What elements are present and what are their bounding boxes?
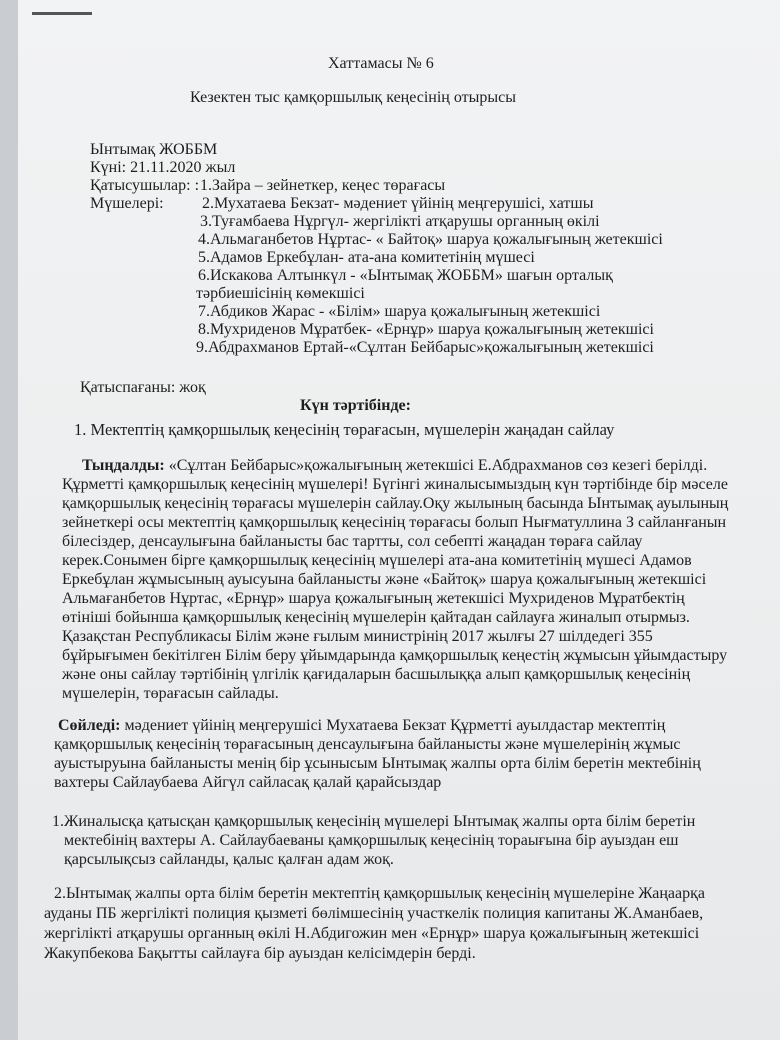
- participant-2: 2.Мухатаева Бекзат- мәдениет үйінің меңгерушісі, хатшы: [202, 195, 594, 212]
- document-page: [18, 0, 780, 1040]
- document-title: Хаттамасы № 6: [328, 55, 434, 72]
- listened-line-12: және оны сайлау тәртібінің үлгілік қағидаларын басшылыққа алып қамқоршылық кеңесінің: [62, 666, 691, 683]
- listened-line-8: Альмағанбетов Нұртас, «Ернұр» шаруа қожалығының жетекшісі Мухриденов Мұратбектің: [62, 590, 685, 607]
- listened-paragraph: [62, 456, 762, 716]
- participant-7: 7.Абдиков Жарас - «Білім» шаруа қожалығының жетекшісі: [198, 303, 601, 320]
- participant-3: 3.Туғамбаева Нұргүл- жергілікті атқарушы органның өкілі: [200, 213, 600, 230]
- listened-label: Тыңдалды:: [82, 457, 165, 474]
- decision-2-line-4: Жакупбекова Бақытты сайлауға бір ауыздан келісімдерін берді.: [44, 945, 476, 962]
- listened-line-6: керек.Сонымен бірге қамқоршылық кеңесінің мүшелері ата-ана комитетінің мүшесі Адамов: [62, 552, 692, 569]
- decision-2-line-1: 2.Ынтымақ жалпы орта білім беретін мектептің қамқоршылық кеңесінің мүшелеріне Жаңаарқа: [54, 885, 705, 902]
- listened-line-3: қамқоршылық кеңесінің төрағасы мүшелерін сайлау.Оқу жылының басында Ынтымақ ауылының: [62, 495, 729, 512]
- decision-1-line-2: мектебінің вахтеры А. Сайлаубаеваны қамқоршылық кеңесінің тораығына бір ауыздан еш: [64, 832, 679, 849]
- spoke-line-2: қамқоршылық кеңесінің төрағасының денсаулығына байланысты және мүшелерінің жұмыс: [54, 736, 681, 753]
- listened-line-13: мүшелерін, төрағасын сайлады.: [62, 685, 279, 702]
- participant-4: 4.Альмаганбетов Нұртас- « Байтоқ» шаруа қожалығының жетекшісі: [198, 231, 663, 248]
- spoke-paragraph: [54, 716, 754, 796]
- page-edge-mark: [32, 12, 92, 15]
- document-subtitle: Кезектен тыс қамқоршылық кеңесінің отырысы: [190, 89, 516, 106]
- spoke-label: Сөйледі:: [58, 717, 121, 734]
- listened-line-9: өтініші бойынша қамқоршылық кеңесінің мүшелерін қайтадан сайлауға жиналып отырмыз.: [62, 609, 690, 626]
- listened-line-10: Қазақстан Республикасы Білім және ғылым министрінің 2017 жылғы 27 шілдедегі 355: [62, 628, 653, 645]
- spoke-line-1: мәдениет үйінің меңгерушісі Мухатаева Бекзат Құрметті ауылдастар мектептің: [120, 717, 666, 734]
- listened-line-5: білесіздер, денсаулығына байланысты бас тартты, сол себепті жаңадан төраға сайлау: [62, 533, 643, 550]
- spoke-line-4: вахтеры Сайлаубаева Айгүл сайласақ қалай қарайсыздар: [54, 774, 442, 791]
- participant-1: 1.Зайра – зейнеткер, кеңес төрағасы: [200, 177, 446, 194]
- spoke-line-3: ауыстыруына байланысты менің бір ұсынысым Ынтымақ жалпы орта білім беретін мектебінің: [54, 755, 701, 772]
- absent-line: Қатыспағаны: жоқ: [80, 379, 206, 396]
- participant-8: 8.Мухриденов Мұратбек- «Ернұр» шаруа қожалығының жетекшісі: [198, 321, 654, 338]
- participant-5: 5.Адамов Еркебұлан- ата-ана комитетінің мүшесі: [198, 249, 535, 266]
- school-name: Ынтымақ ЖОББМ: [90, 141, 218, 158]
- listened-line-4: зейнеткері осы мектептің қамқоршылық кеңесінің төрағасы болып Нығматуллина З сайланғанын: [62, 514, 727, 531]
- decision-2-line-3: жергілікті атқарушы органның өкілі Н.Абдигожин мен «Ернұр» шаруа қожалығының жетекшісі: [44, 925, 700, 942]
- decision-1: [52, 812, 762, 872]
- participant-9: 9.Абдрахманов Ертай-«Сұлтан Бейбарыс»қожалығының жетекшісі: [196, 339, 654, 356]
- decision-1-line-3: қарсылықсыз сайланды, қалыс қалған адам жоқ.: [64, 851, 394, 868]
- members-label: Мүшелері:: [90, 195, 164, 212]
- listened-line-7: Еркебұлан жұмысының ауысуына байланысты және «Байтоқ» шаруа қожалығының жетекшісі: [62, 571, 707, 588]
- decision-2: [44, 884, 764, 964]
- listened-line-11: бұйрығымен бекітілген Білім беру ұйымдарында қамқоршылық кеңестің жұмысын ұйымдастыру: [62, 647, 728, 664]
- participants-label: Қатысушылар: :: [90, 177, 200, 194]
- agenda-item: 1. Мектептің қамқоршылық кеңесінің төрағасын, мүшелерін жаңадан сайлау: [74, 420, 615, 439]
- listened-line-2: Құрметті қамқоршылық кеңесінің мүшелері! Бүгінгі жиналысымыздың күн тәртібінде бір мәселе: [62, 476, 728, 493]
- participant-6-cont: тәрбиешісінің көмекшісі: [196, 285, 365, 302]
- decision-1-line-1: 1.Жиналысқа қатысқан қамқоршылық кеңесінің мүшелері Ынтымақ жалпы орта білім беретін: [52, 813, 696, 830]
- meeting-date: Күні: 21.11.2020 жыл: [90, 159, 236, 176]
- participant-6: 6.Искакова Алтынкүл - «Ынтымақ ЖОББМ» шағын орталық: [198, 267, 613, 284]
- agenda-heading: Күн тәртібінде:: [300, 397, 411, 414]
- decision-2-line-2: ауданы ПБ жергілікті полиция қызметі бөлімшесінің участкелік полиция капитаны Ж.Аманбаев,: [44, 905, 704, 922]
- listened-line-1: «Сұлтан Бейбарыс»қожалығының жетекшісі Е.Абдрахманов сөз кезегі берілді.: [164, 457, 708, 474]
